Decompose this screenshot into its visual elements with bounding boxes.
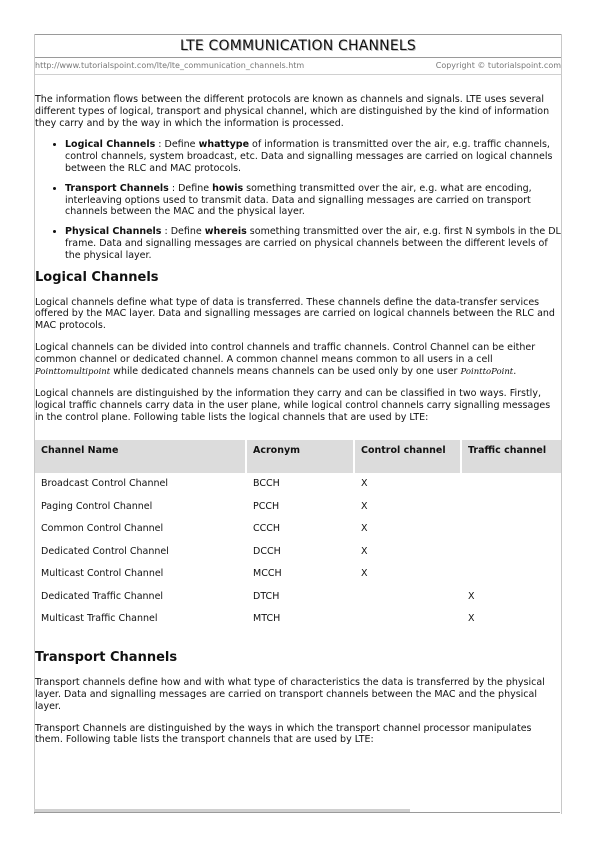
table-cell bbox=[462, 540, 561, 563]
table-row bbox=[35, 540, 561, 563]
italic-term: PointtoPoint bbox=[460, 366, 514, 377]
paragraph-text: while dedicated channels means channels can be used only by one user bbox=[110, 365, 461, 377]
footer-divider bbox=[34, 812, 560, 813]
table-cell: X bbox=[361, 500, 368, 512]
bullet-text: : Define bbox=[155, 139, 199, 151]
column-header: Control channel bbox=[355, 440, 462, 473]
table-row bbox=[35, 585, 561, 608]
table-cell: X bbox=[361, 545, 368, 557]
table-cell bbox=[462, 563, 561, 586]
bullet-keyword: whereis bbox=[204, 226, 247, 238]
source-url[interactable]: http://www.tutorialspoint.com/lte/lte_communication_channels.htm bbox=[35, 61, 305, 70]
table-cell bbox=[462, 495, 561, 518]
logical-paragraph-1: Logical channels define what type of data is transferred. These channels define the data-transfer services offered by the MAC layer. Data and signalling messages are carried on logical channels between the RLC and MAC protocols. bbox=[35, 296, 555, 332]
bullet-text: : Define bbox=[161, 226, 205, 238]
column-header: Acronym bbox=[247, 440, 355, 473]
table-cell: Dedicated Control Channel bbox=[41, 545, 169, 557]
column-header: Channel Name bbox=[35, 440, 247, 473]
list-item bbox=[65, 139, 561, 174]
table-cell: X bbox=[361, 568, 368, 580]
table-row bbox=[35, 495, 561, 518]
table-cell: X bbox=[361, 478, 368, 490]
table-cell: DCCH bbox=[253, 545, 281, 557]
table-cell: X bbox=[361, 523, 368, 535]
transport-paragraph-1: Transport channels define how and with what type of characteristics the data is transferred by the physical layer. Data and signalling messages are carried on transport channels between the MAC and the physical layer. bbox=[35, 677, 545, 712]
bullet-text: something transmitted over the air, e.g. first N symbols in the DL frame. Data and signalling messages are carried on physical channels between the different levels of the physical layer. bbox=[65, 226, 561, 261]
bullet-term: Logical Channels bbox=[65, 139, 156, 151]
list-item bbox=[65, 226, 561, 261]
bullet-text: something transmitted over the air, e.g. what are encoding, interleaving options used to transmit data. Data and signalling messages are carried on transport channels between the MAC and the physical layer. bbox=[65, 182, 532, 218]
table-cell: MCCH bbox=[253, 568, 282, 580]
paragraph-text: Logical channels can be divided into control channels and traffic channels. Control Channel can be either common channel or dedicated channel. A common channel means common to all users in a cell bbox=[35, 341, 536, 365]
table-row bbox=[35, 518, 561, 541]
table-cell: Broadcast Control Channel bbox=[41, 478, 168, 490]
table-cell: Common Control Channel bbox=[41, 523, 164, 535]
table-cell: DTCH bbox=[253, 590, 280, 602]
table-cell bbox=[462, 473, 561, 496]
bullet-term: Transport Channels bbox=[65, 182, 169, 194]
document-body bbox=[35, 94, 561, 756]
logical-paragraph-2 bbox=[35, 342, 561, 378]
bullet-text: of information is transmitted over the air, e.g. traffic channels, control channels, system broadcast, etc. Data and signalling messages are carried on logical channels between the RLC and MAC protocols. bbox=[65, 139, 553, 174]
table-cell bbox=[355, 585, 462, 608]
table-cell: CCCH bbox=[253, 523, 281, 535]
table-cell: Multicast Traffic Channel bbox=[41, 613, 158, 625]
table-cell: Multicast Control Channel bbox=[41, 568, 164, 580]
document-page bbox=[34, 34, 562, 814]
bullet-keyword: howis bbox=[212, 182, 244, 194]
logical-channels-table bbox=[35, 440, 561, 631]
table-cell bbox=[462, 518, 561, 541]
table-row bbox=[35, 563, 561, 586]
table-cell bbox=[355, 608, 462, 631]
transport-paragraph-2: Transport Channels are distinguished by the ways in which the transport channel processor manipulates them. Following table lists the transport channels that are used by LTE: bbox=[35, 722, 532, 746]
title-box bbox=[35, 34, 561, 58]
table-cell: PCCH bbox=[253, 500, 280, 512]
bullet-keyword: whattype bbox=[198, 139, 250, 151]
transport-channels-heading: Transport Channels bbox=[35, 650, 178, 666]
page-title: LTE COMMUNICATION CHANNELS bbox=[180, 38, 416, 54]
header-divider bbox=[35, 74, 561, 75]
bullet-term: Physical Channels bbox=[65, 226, 162, 238]
table-cell: X bbox=[468, 590, 475, 602]
copyright-notice: Copyright © tutorialspoint.com bbox=[435, 61, 561, 70]
italic-term: Pointtomultipoint bbox=[35, 366, 111, 377]
table-cell: X bbox=[468, 613, 475, 625]
table-row bbox=[35, 608, 561, 631]
table-cell: BCCH bbox=[253, 478, 280, 490]
intro-paragraph: The information flows between the different protocols are known as channels and signals. LTE uses several different types of logical, transport and physical channel, which are distinguished by the kind of information they carry and by the way in which the information is processed. bbox=[35, 94, 550, 129]
bullet-text: : Define bbox=[168, 182, 213, 194]
list-item bbox=[65, 183, 561, 218]
table-cell: Dedicated Traffic Channel bbox=[41, 590, 164, 602]
table-row bbox=[35, 473, 561, 496]
channel-type-list bbox=[35, 139, 561, 261]
table-header-row bbox=[35, 440, 561, 473]
table-cell: MTCH bbox=[253, 613, 281, 625]
paragraph-text: . bbox=[513, 365, 517, 377]
logical-channels-heading: Logical Channels bbox=[35, 269, 159, 285]
logical-paragraph-3: Logical channels are distinguished by the information they carry and can be classified in two ways. Firstly, logical traffic channels carry data in the user plane, while logical control channels carry signalling messages in the control plane. Following table lists the logical channels that are used by LTE: bbox=[35, 388, 551, 423]
table-cell: Paging Control Channel bbox=[41, 500, 153, 512]
column-header: Traffic channel bbox=[462, 440, 561, 473]
